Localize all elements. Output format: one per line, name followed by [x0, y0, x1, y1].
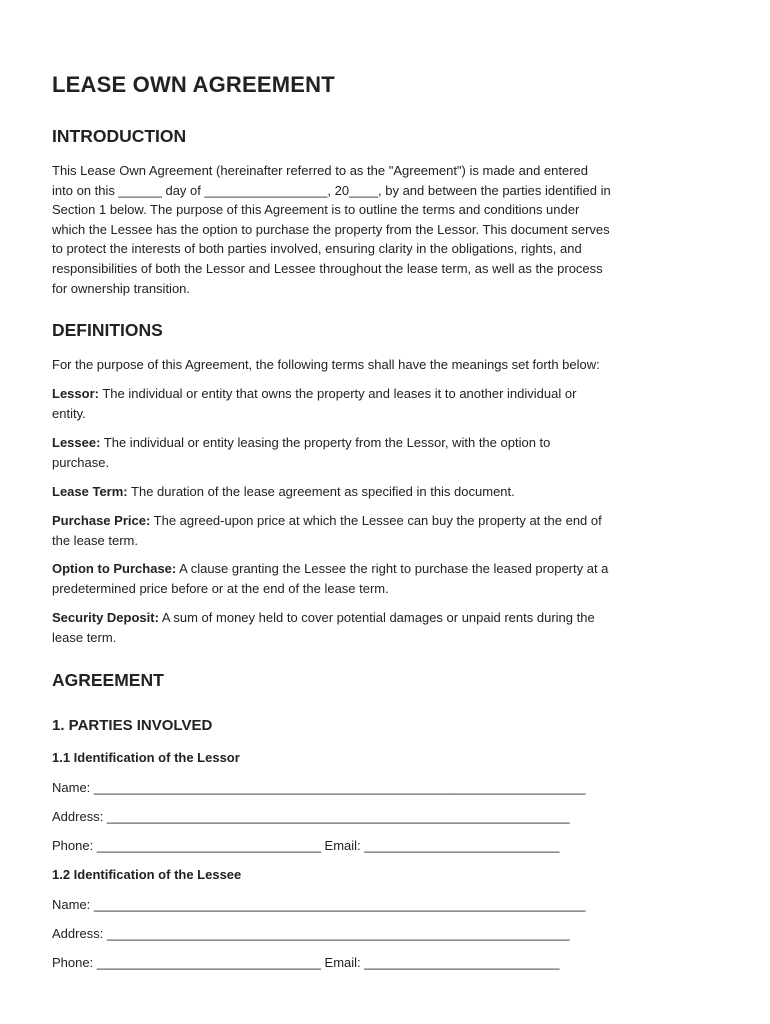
- definition-item-lessee: [52, 433, 720, 472]
- definition-term: Purchase Price:: [52, 513, 151, 528]
- lessor-identification-heading: 1.1 Identification of the Lessor: [52, 750, 240, 765]
- definition-item-security-deposit: [52, 608, 720, 647]
- lessor-name-field[interactable]: Name: ____________________________________________________________________: [52, 780, 586, 795]
- definition-text: The agreed-upon price at which the Lessee can buy the property at the end of: [150, 513, 602, 528]
- lessor-phone-email-field[interactable]: Phone: _______________________________ Email: ___________________________: [52, 838, 560, 853]
- introduction-line: which the Lessee has the option to purchase the property from the Lessor. This document serves: [52, 221, 610, 237]
- introduction-line: This Lease Own Agreement (hereinafter referred to as the "Agreement") is made and entered: [52, 163, 589, 178]
- definition-text: predetermined price before or at the end of the lease term.: [52, 580, 389, 596]
- definition-item-option-to-purchase: [52, 559, 720, 598]
- document-title: LEASE OWN AGREEMENT: [52, 72, 335, 97]
- definition-text: A sum of money held to cover potential damages or unpaid rents during the: [158, 610, 595, 625]
- definition-text: The duration of the lease agreement as specified in this document.: [127, 484, 515, 499]
- definitions-intro: For the purpose of this Agreement, the following terms shall have the meanings set forth below:: [52, 357, 600, 372]
- agreement-heading: AGREEMENT: [52, 670, 164, 690]
- lessee-name-field[interactable]: Name: ____________________________________________________________________: [52, 897, 586, 912]
- definitions-heading: DEFINITIONS: [52, 320, 163, 340]
- definition-item-lease-term: [52, 482, 720, 502]
- introduction-line: into on this ______ day of _________________, 20____, by and between the parties identified in: [52, 182, 611, 198]
- introduction-line: for ownership transition.: [52, 280, 191, 296]
- introduction-line: responsibilities of both the Lessor and Lessee throughout the lease term, as well as the process: [52, 260, 603, 276]
- introduction-heading: INTRODUCTION: [52, 126, 187, 146]
- definition-text: lease term.: [52, 629, 117, 645]
- definition-term: Security Deposit:: [52, 610, 159, 625]
- definition-term: Lessor:: [52, 386, 99, 401]
- introduction-paragraph: [52, 161, 720, 298]
- lessee-phone-email-field[interactable]: Phone: _______________________________ Email: ___________________________: [52, 955, 560, 970]
- definition-text: The individual or entity leasing the property from the Lessor, with the option to: [100, 435, 551, 450]
- definition-term: Lease Term:: [52, 484, 128, 499]
- definition-term: Lessee:: [52, 435, 101, 450]
- definition-text: purchase.: [52, 454, 110, 470]
- lessee-identification-heading: 1.2 Identification of the Lessee: [52, 867, 242, 882]
- definition-term: Option to Purchase:: [52, 561, 177, 576]
- lessor-address-field[interactable]: Address: ________________________________________________________________: [52, 809, 570, 824]
- lessee-address-field[interactable]: Address: ________________________________________________________________: [52, 926, 570, 941]
- definition-text: the lease term.: [52, 532, 138, 548]
- definition-text: entity.: [52, 405, 86, 421]
- definition-text: The individual or entity that owns the property and leases it to another individual or: [98, 386, 577, 401]
- definition-item-lessor: [52, 384, 720, 423]
- section-1-heading: 1. PARTIES INVOLVED: [52, 717, 213, 734]
- introduction-line: Section 1 below. The purpose of this Agreement is to outline the terms and conditions under: [52, 202, 580, 218]
- introduction-line: to protect the interests of both parties involved, ensuring clarity in the obligations, rights, and: [52, 241, 582, 257]
- definition-text: A clause granting the Lessee the right to purchase the leased property at a: [176, 561, 609, 576]
- definition-item-purchase-price: [52, 511, 720, 550]
